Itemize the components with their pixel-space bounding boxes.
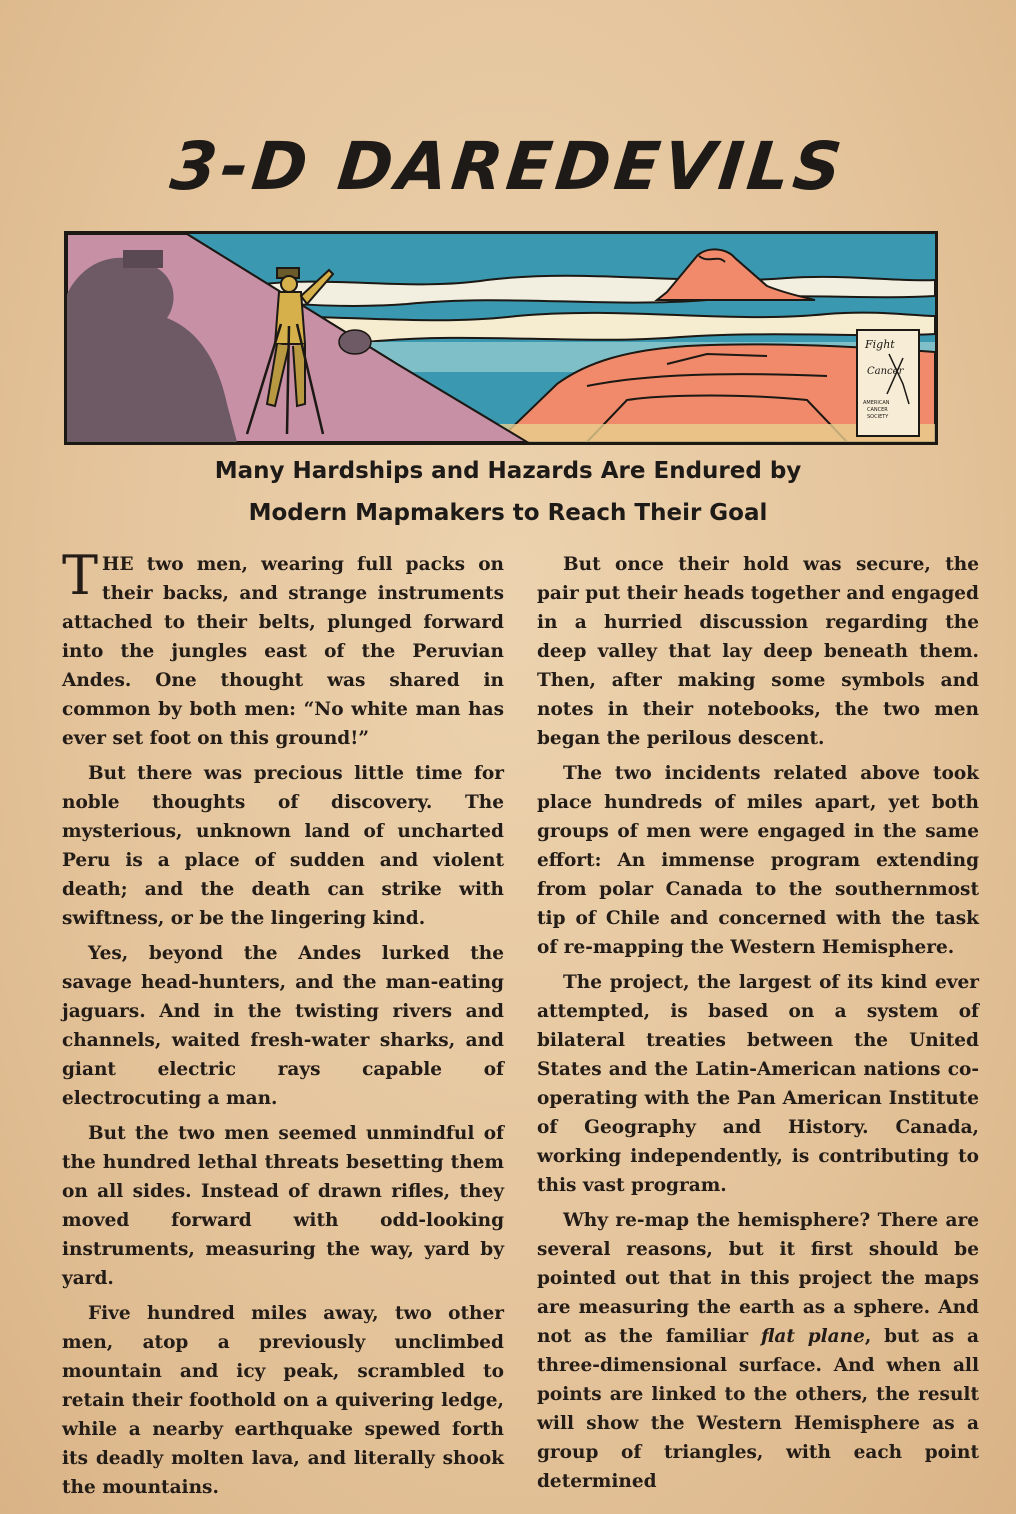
paragraph: But there was precious little time for noble thoughts of discovery. The mysterious, unknown land of uncharted Peru is a place of sudden and violent death; and the death can strike with swiftness, or be the lingering kind.: [62, 763, 504, 929]
page-title: 3-D DAREDEVILS: [166, 128, 850, 205]
subtitle: [0, 450, 1016, 534]
paragraph: But once their hold was secure, the pair put their heads together and engaged in a hurried discussion regarding the deep valley that lay deep beneath them. Then, after making some symbols and notes in their notebooks, the two men began the perilous descent.: [537, 554, 979, 749]
fight-cancer-badge: [857, 330, 919, 436]
illustration-panel: [64, 231, 938, 445]
paragraph: But the two men seemed unmindful of the hundred lethal threats besetting them on all sides. Instead of drawn rifles, they moved forward with odd-looking instruments, measuring the way, yard by yard.: [62, 1123, 504, 1289]
drop-cap: T: [62, 544, 99, 607]
paragraph: Yes, beyond the Andes lurked the savage head-hunters, and the man-eating jaguars. And in the twisting rivers and channels, waited fresh-water sharks, and giant electric rays capable of electrocuting a man.: [62, 943, 504, 1109]
badge-org-line1: AMERICAN: [863, 400, 890, 406]
article-column-left: [62, 544, 504, 1508]
paragraph: Why re-map the hemisphere? There are several reasons, but it first should be pointed out that in this project the maps are measuring the earth as a sphere. And not as the familiar flat plane, but as a three-dimensional surface. And when all points are linked to the others, the result will show the Western Hemisphere as a group of triangles, with each point determined: [537, 1210, 979, 1492]
badge-org-line2: CANCER: [867, 407, 888, 413]
subtitle-line-1: Many Hardships and Hazards Are Endured by: [214, 458, 802, 484]
badge-script-line1: Fight: [865, 338, 895, 351]
paragraph: Five hundred miles away, two other men, atop a previously unclimbed mountain and icy peak, scrambled to retain their foothold on a quivering ledge, while a nearby earthquake spewed forth its deadly molten lava, and literally shook the mountains.: [62, 1303, 504, 1498]
article-column-right: [537, 550, 979, 1502]
paragraph: THE two men, wearing full packs on their backs, and strange instruments attached to their belts, plunged forward into the jungles east of the Peruvian Andes. One thought was shared in common by both men: “No white man has ever set foot on this ground!”: [62, 544, 504, 749]
paragraph: The project, the largest of its kind ever attempted, is based on a system of bilateral treaties between the United States and the Latin-American nations co-operating with the Pan American Institute of Geography and History. Canada, working independently, is contributing to this vast program.: [537, 972, 979, 1196]
mapmaker-illustration: [67, 234, 935, 442]
paragraph: The two incidents related above took place hundreds of miles apart, yet both groups of men were engaged in the same effort: An immense program extending from polar Canada to the southernmost tip of Chile and concerned with the task of re-mapping the Western Hemisphere.: [537, 763, 979, 958]
italic-phrase: flat plane: [760, 1326, 865, 1347]
subtitle-line-2: Modern Mapmakers to Reach Their Goal: [248, 500, 768, 526]
badge-org-line3: SOCIETY: [867, 414, 889, 420]
badge-script-line2: Cancer: [867, 366, 904, 377]
